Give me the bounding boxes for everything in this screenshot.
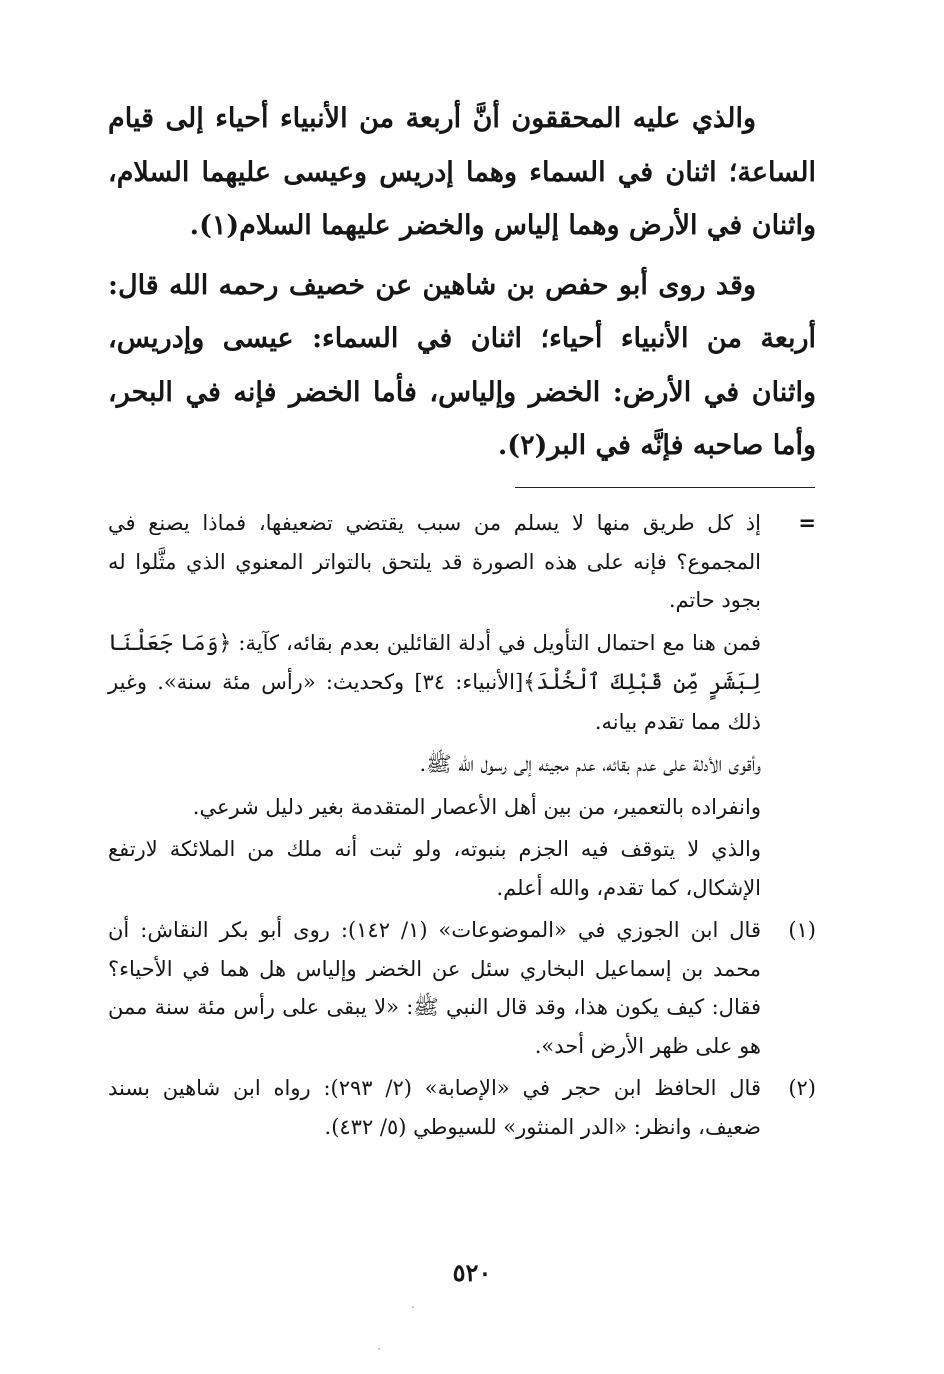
page-number: ٥٢٠: [452, 1258, 492, 1287]
scan-speck: [378, 1348, 380, 1350]
footnote-continued-paragraph-2-end: [الأنبياء: ٣٤] وكحديث: «رأس مئة سنة». وغير ذلك مما تقدم بيانه.: [108, 670, 761, 734]
footnote-continued-paragraph-5: والذي لا يتوقف فيه الجزم بنبوته، ولو ثبت أنه ملك من الملائكة لارتفع الإشكال، كما تقدم، والله أعلم.: [108, 837, 761, 900]
footnote-continued-paragraph-3: وأقوى الأدلة على عدم بقائه، عدم مجيئه إلى رسول الله ﷺ.: [419, 752, 761, 776]
footnote-2-text: قال الحافظ ابن حجر في «الإصابة» (٢/ ٢٩٣): رواه ابن شاهين بسند ضعيف، وانظر: «الدر المنثور» للسيوطي (٥/ ٤٣٢).: [108, 1076, 761, 1139]
footnote-1-marker: (١): [788, 918, 816, 942]
footnote-2: [108, 1069, 816, 1146]
scan-speck: [412, 1306, 414, 1308]
footnote-1-text: قال ابن الجوزي في «الموضوعات» (١/ ١٤٢): روى أبو بكر النقاش: أن محمد بن إسماعيل البخاري سئل عن الخضر وإلياس هل هما في الأحياء؟ فقال: كيف يكون هذا، وقد قال النبي ﷺ: «لا يبقى على رأس مئة سنة ممن هو على ظهر الأرض أحد».: [108, 918, 761, 1058]
footnote-continued-paragraph-2-start: فمن هنا مع احتمال التأويل في أدلة القائلين بعدم بقائه، كآية:: [231, 630, 762, 655]
footnote-1: [108, 911, 816, 1065]
quran-verse: ﴿وَمَا جَعَلْنَا لِبَشَرٍ مِّن قَبْلِكَ ٱلْخُلْدَ﴾: [108, 630, 761, 695]
footnote-continued-paragraph-2: [108, 624, 761, 742]
continuation-marker: =: [798, 511, 816, 535]
footnote-continued-paragraph-1: إذ كل طريق منها لا يسلم من سبب يقتضي تضعيفها، فماذا يصنع في المجموع؟ فإنه على هذه الصورة قد يلتحق بالتواتر المعنوي الذي مثَّلوا له بجود حاتم.: [108, 511, 761, 612]
footnotes: [108, 504, 816, 1150]
footnote-separator: [515, 487, 815, 488]
footnote-2-marker: (٢): [788, 1076, 816, 1100]
footnote-continued: [108, 504, 816, 907]
main-text: [108, 92, 816, 473]
main-paragraph-1: والذي عليه المحققون أنَّ أربعة من الأنبياء أحياء إلى قيام الساعة؛ اثنان في السماء وهما إدريس وعيسى عليهما السلام، واثنان في الأرض وهما إلياس والخضر عليهما السلام(١).: [108, 103, 816, 241]
footnote-continued-paragraph-4: وانفراده بالتعمير، من بين أهل الأعصار المتقدمة بغير دليل شرعي.: [192, 794, 761, 819]
main-paragraph-2: وقد روى أبو حفص بن شاهين عن خصيف رحمه الله قال: أربعة من الأنبياء أحياء؛ اثنان في السماء: عيسى وإدريس، واثنان في الأرض: الخضر وإلياس، فأما الخضر فإنه في البحر، وأما صاحبه فإنَّه في البر(٢).: [108, 269, 816, 461]
